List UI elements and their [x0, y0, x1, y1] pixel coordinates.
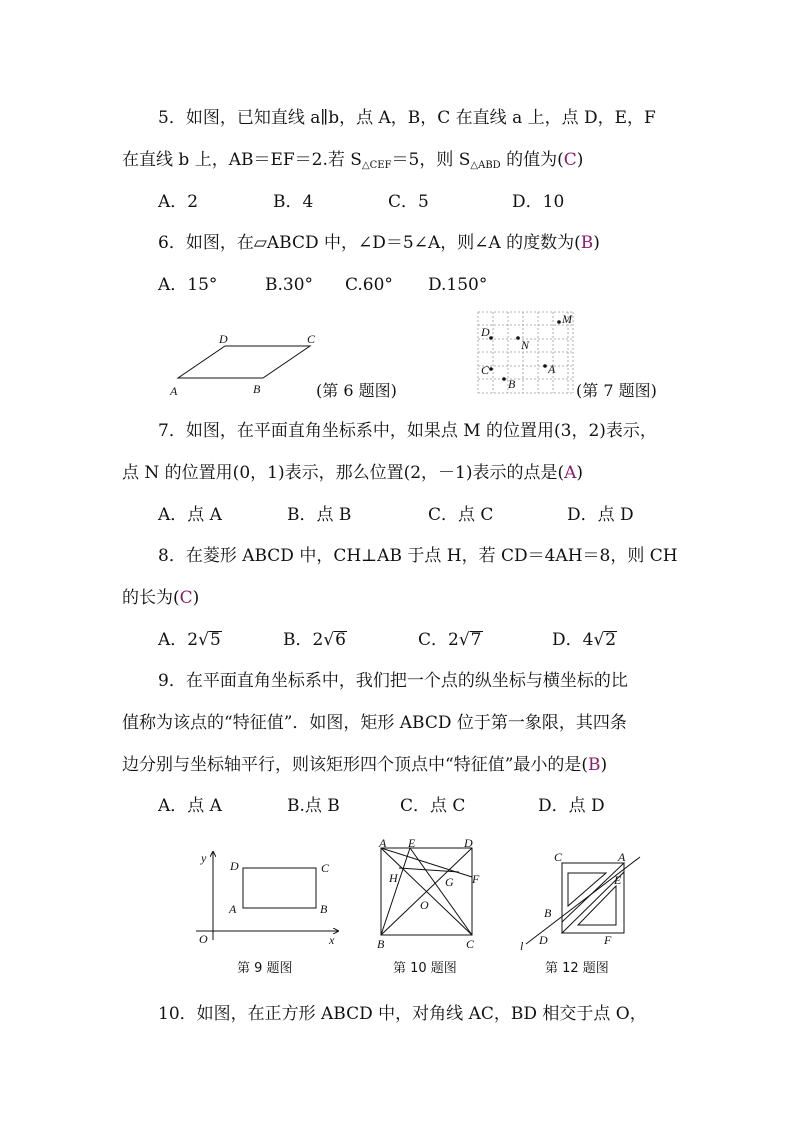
q10-label-b: B — [377, 937, 385, 951]
q9-label-y: y — [201, 851, 207, 865]
q5-line2-text-b: ＝5，则 S — [391, 150, 471, 170]
q12-label-b: B — [544, 906, 552, 920]
q9-label-b: B — [320, 902, 328, 916]
q8-option-b-coef: B．2 — [283, 630, 324, 650]
q12-label-l: l — [520, 939, 524, 953]
q6-label-d: D — [219, 332, 228, 346]
q10-label-o: O — [420, 898, 429, 912]
q5-answer: C — [563, 150, 577, 170]
q5-line2-text-c: 的值为( — [500, 150, 564, 170]
q8-option-d-coef: D．4 — [552, 630, 594, 650]
q10-label-c: C — [466, 937, 475, 951]
q9-label-d: D — [230, 859, 239, 873]
q9-label-x: x — [329, 933, 335, 947]
q7-option-b: B．点 B — [287, 505, 352, 525]
q10-label-f: F — [472, 872, 480, 886]
q8-option-c: C．2√7 — [418, 630, 482, 650]
q9-close-paren: ) — [600, 755, 608, 775]
q6-option-a: A．15° — [158, 275, 218, 295]
q8-option-b: B．2√6 — [283, 630, 346, 650]
q10-label-g: G — [445, 875, 454, 889]
q5-line1: 5．如图，已知直线 a∥b，点 A，B，C 在直线 a 上，点 D，E，F — [158, 108, 656, 128]
q8-option-a: A．2√5 — [158, 630, 221, 650]
q8-option-a-radicand: 5 — [209, 630, 221, 650]
q7-label-d: D — [481, 325, 490, 339]
q7-label-n: N — [521, 338, 530, 352]
q5-option-b: B．4 — [273, 192, 314, 212]
q8-option-c-radicand: 7 — [470, 630, 482, 650]
q8-option-c-coef: C．2 — [418, 630, 459, 650]
q6-answer: B — [580, 233, 594, 253]
q7-close-paren: ) — [576, 463, 584, 483]
q10-label-h: H — [389, 871, 398, 885]
q7-option-c: C．点 C — [428, 505, 494, 525]
q6-label-c: C — [307, 332, 316, 346]
q6-label-a: A — [170, 384, 178, 398]
q7-figure-caption: (第 7 题图) — [576, 381, 657, 400]
q5-option-c: C．5 — [388, 192, 429, 212]
q9-line2: 值称为该点的“特征值”．如图，矩形 ABCD 位于第一象限，其四条 — [122, 713, 627, 733]
q6-close-paren: ) — [593, 233, 600, 253]
q8-option-d-radicand: 2 — [605, 630, 617, 650]
q12-label-f: F — [604, 933, 612, 947]
q9-option-a: A．点 A — [158, 796, 222, 816]
q12-label-e: E — [614, 873, 622, 887]
q10-label-e: E — [408, 836, 416, 850]
q5-option-a: A．2 — [158, 192, 199, 212]
q7-line2-text: 点 N 的位置用(0，1)表示，那么位置(2，－1)表示的点是( — [122, 463, 565, 483]
q7-label-m: M — [562, 312, 572, 326]
q12-label-c: C — [554, 850, 563, 864]
q8-answer: C — [179, 588, 193, 608]
q6-figure-caption: (第 6 题图) — [316, 381, 397, 400]
q9-option-d: D．点 D — [538, 796, 605, 816]
q7-label-c: C — [481, 363, 490, 377]
q10-label-d: D — [464, 836, 473, 850]
q10-label-a: A — [379, 836, 387, 850]
q10-figure-caption: 第 10 题图 — [393, 961, 457, 976]
q5-subscript-abd: △ABD — [470, 160, 501, 171]
q9-line1: 9．在平面直角坐标系中，我们把一个点的纵坐标与横坐标的比 — [158, 671, 628, 691]
q5-subscript-cef: △CEF — [361, 160, 392, 171]
q9-label-o: O — [199, 932, 208, 946]
q9-answer: B — [588, 755, 601, 775]
q7-label-a: A — [548, 362, 556, 376]
q9-option-b: B.点 B — [287, 796, 340, 816]
q8-close-paren: ) — [192, 588, 200, 608]
q9-line3-text: 边分别与坐标轴平行，则该矩形四个顶点中“特征值”最小的是( — [122, 755, 589, 775]
q7-line1: 7．如图，在平面直角坐标系中，如果点 M 的位置用(3，2)表示， — [158, 421, 657, 441]
q9-option-c: C．点 C — [400, 796, 466, 816]
q8-line1: 8．在菱形 ABCD 中，CH⊥AB 于点 H，若 CD＝4AH＝8，则 CH — [158, 546, 678, 566]
q9-figure-caption: 第 9 题图 — [237, 961, 293, 976]
q5-close-paren: ) — [576, 150, 584, 170]
q6-option-b: B.30° — [265, 275, 314, 295]
q6-option-c: C.60° — [345, 275, 393, 295]
q10-line1: 10．如图，在正方形 ABCD 中，对角线 AC，BD 相交于点 O， — [158, 1004, 647, 1024]
q6-line1-text: 6．如图，在▱ABCD 中，∠D＝5∠A，则∠A 的度数为( — [158, 233, 581, 253]
q6-label-b: B — [253, 382, 261, 396]
q7-answer: A — [564, 463, 577, 483]
q8-option-b-radicand: 6 — [335, 630, 346, 650]
q8-line2-text: 的长为( — [122, 588, 180, 608]
q5-option-d: D．10 — [512, 192, 565, 212]
q8-option-d: D．4√2 — [552, 630, 617, 650]
q8-option-a-coef: A．2 — [158, 630, 199, 650]
q12-figure-caption: 第 12 题图 — [545, 961, 609, 976]
q12-label-a: A — [618, 850, 626, 864]
q7-option-d: D．点 D — [567, 505, 634, 525]
q7-option-a: A．点 A — [158, 505, 222, 525]
q5-line2-text-a: 在直线 b 上，AB＝EF＝2.若 S — [122, 150, 362, 170]
q12-label-d: D — [539, 933, 548, 947]
q9-label-c: C — [321, 861, 330, 875]
q7-label-b: B — [508, 377, 516, 391]
q6-option-d: D.150° — [428, 275, 488, 295]
q9-label-a: A — [229, 902, 237, 916]
